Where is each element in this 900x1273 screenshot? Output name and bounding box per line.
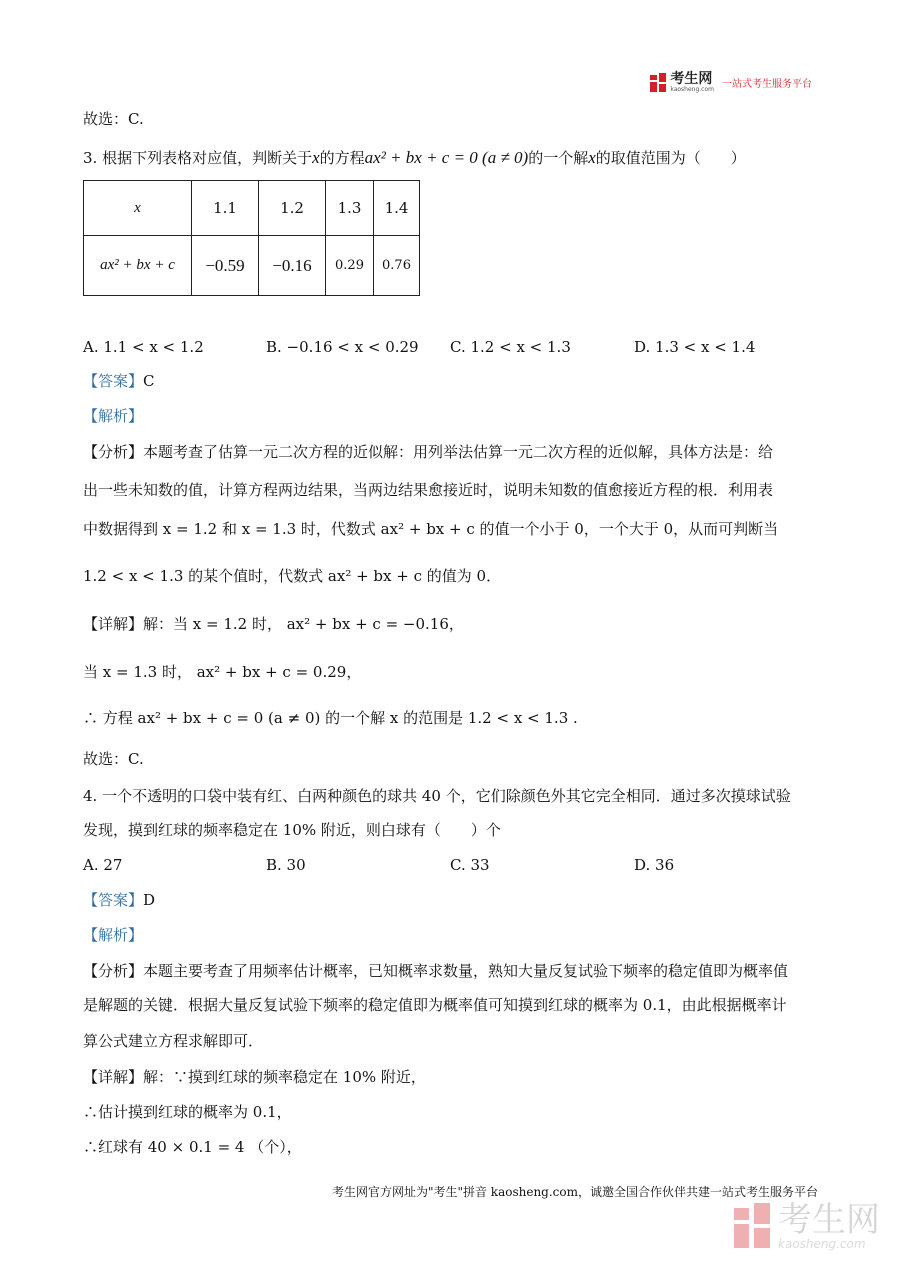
watermark-wordmark — [778, 1200, 880, 1251]
q3-stem — [83, 148, 746, 168]
q4-fenxi-2: 是解题的关键．根据大量反复试验下频率的稳定值即为概率值可知摸到红球的概率为 0.1，由此根据概率计 — [83, 996, 787, 1014]
logo-wordmark — [670, 72, 714, 93]
watermark-logo-icon — [734, 1203, 770, 1251]
q4-detail-3: ∴红球有 40 × 0.1 = 4 （个）， — [83, 1138, 302, 1156]
logo-slogan: 一站式考生服务平台 — [722, 79, 812, 90]
value-table — [83, 180, 420, 296]
watermark-domain: kaosheng.com — [778, 1237, 866, 1251]
table-cell: −0.16 — [259, 236, 326, 296]
table-cell: −0.59 — [192, 236, 259, 296]
q4-option-c: C. 33 — [450, 856, 490, 874]
table-cell: 1.1 — [192, 181, 259, 236]
logo-domain: kaosheng.com — [670, 86, 714, 93]
q4-stem-2: 发现，摸到红球的频率稳定在 10% 附近，则白球有（ ）个 — [83, 821, 501, 839]
q3-stem-a: 3. 根据下列表格对应值，判断关于 — [83, 149, 313, 167]
q3-equation: ax² + bx + c = 0 (a ≠ 0) — [364, 148, 529, 167]
q4-detail-1: 【详解】解：∵摸到红球的频率稳定在 10% 附近， — [83, 1068, 426, 1086]
kaosheng-logo-icon — [650, 73, 666, 93]
q3-var-x: x — [312, 148, 320, 167]
watermark-text: 考生网 — [778, 1200, 880, 1240]
q4-fenxi-1: 【分析】本题主要考查了用频率估计概率，已知概率求数量，熟知大量反复试验下频率的稳定值即为概率值 — [83, 962, 789, 980]
table-cell: 0.76 — [374, 236, 420, 296]
table-cell: 0.29 — [326, 236, 374, 296]
q4-stem-1: 4. 一个不透明的口袋中装有红、白两种颜色的球共 40 个，它们除颜色外其它完全相同．通过多次摸球试验 — [83, 787, 791, 805]
table-cell: 1.3 — [326, 181, 374, 236]
q3-option-c: C. 1.2 < x < 1.3 — [450, 338, 571, 356]
table-row — [84, 236, 420, 296]
q3-analysis-label: 【解析】 — [83, 407, 144, 425]
q3-stem-b: 的方程 — [319, 149, 365, 167]
q4-answer-value: D — [143, 891, 156, 909]
q2-conclusion: 故选：C. — [83, 110, 144, 128]
q3-stem-d: 的取值范围为（ ） — [595, 149, 746, 167]
logo-text: 考生网 — [670, 71, 713, 87]
q4-fenxi-3: 算公式建立方程求解即可． — [83, 1032, 264, 1050]
q3-option-b: B. −0.16 < x < 0.29 — [266, 338, 419, 356]
watermark — [734, 1200, 880, 1251]
q3-answer-label: 【答案】 — [83, 372, 144, 390]
q3-option-d: D. 1.3 < x < 1.4 — [634, 338, 756, 356]
q4-answer-label: 【答案】 — [83, 891, 144, 909]
q3-fenxi-3: 中数据得到 x = 1.2 和 x = 1.3 时，代数式 ax² + bx + c 的值一个小于 0，一个大于 0，从而可判断当 — [83, 520, 779, 538]
q4-detail-2: ∴估计摸到红球的概率为 0.1， — [83, 1103, 292, 1121]
table-header-x: x — [84, 181, 192, 236]
table-header-expr: ax² + bx + c — [84, 236, 192, 296]
q4-option-b: B. 30 — [266, 856, 306, 874]
q3-fenxi-4: 1.2 < x < 1.3 的某个值时，代数式 ax² + bx + c 的值为 0． — [83, 567, 502, 585]
q4-option-d: D. 36 — [634, 856, 675, 874]
footer-text: 考生网官方网址为"考生"拼音 kaosheng.com，诚邀全国合作伙伴共建一站式考生服务平台 — [331, 1185, 818, 1199]
q3-answer — [83, 371, 155, 391]
q3-stem-c: 的一个解 — [528, 149, 589, 167]
table-cell: 1.4 — [374, 181, 420, 236]
q3-detail-3: ∴ 方程 ax² + bx + c = 0 (a ≠ 0) 的一个解 x 的范围是 1.2 < x < 1.3 . — [83, 709, 578, 727]
q3-var-x-2: x — [588, 148, 596, 167]
q3-fenxi-1: 【分析】本题考查了估算一元二次方程的近似解：用列举法估算一元二次方程的近似解，具体方法是：给 — [83, 443, 774, 461]
q3-detail-4: 故选：C. — [83, 750, 144, 768]
q3-answer-value: C — [143, 372, 155, 390]
header-logo — [650, 72, 812, 93]
q4-option-a: A. 27 — [83, 856, 123, 874]
table-row — [84, 181, 420, 236]
q3-detail-2: 当 x = 1.3 时， ax² + bx + c = 0.29， — [83, 663, 362, 681]
q3-option-a: A. 1.1 < x < 1.2 — [83, 338, 204, 356]
q4-answer — [83, 890, 155, 910]
q3-fenxi-2: 出一些未知数的值，计算方程两边结果，当两边结果愈接近时，说明未知数的值愈接近方程的根．利用表 — [83, 481, 774, 499]
q3-detail-1: 【详解】解：当 x = 1.2 时， ax² + bx + c = −0.16， — [83, 615, 464, 633]
q4-analysis-label: 【解析】 — [83, 926, 144, 944]
table-cell: 1.2 — [259, 181, 326, 236]
